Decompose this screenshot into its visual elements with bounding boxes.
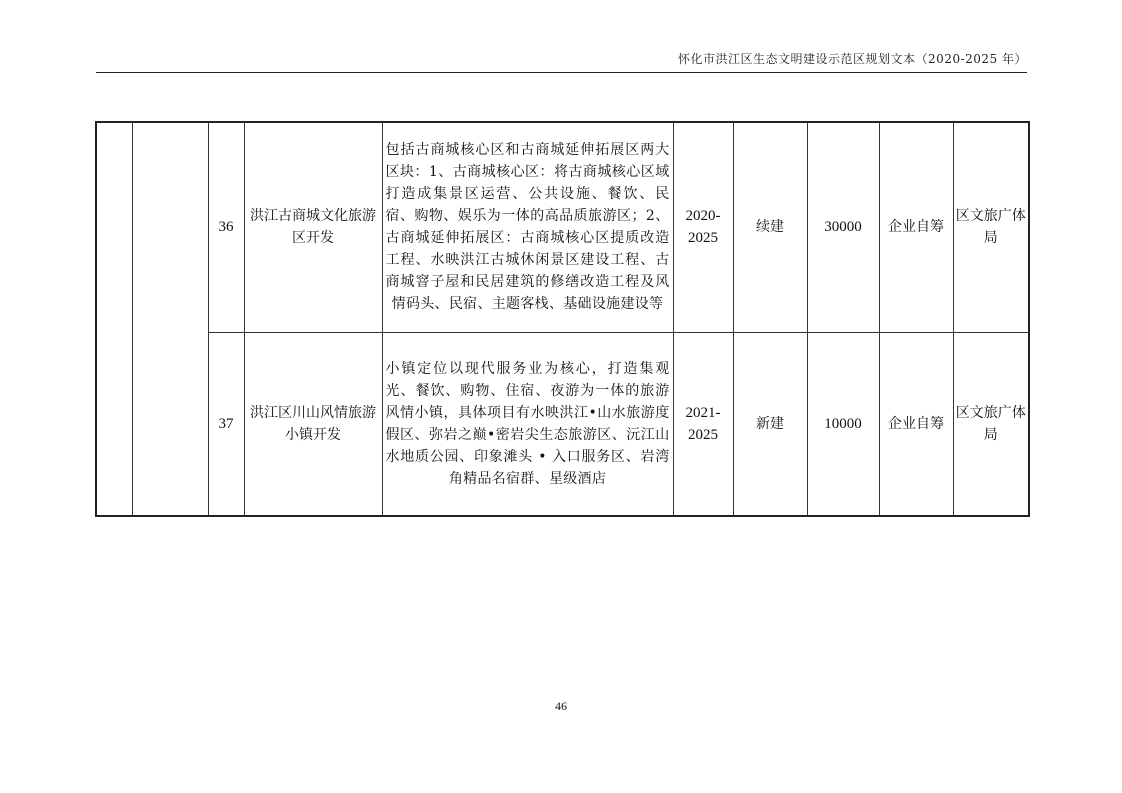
project-content: 小镇定位以现代服务业为核心，打造集观光、餐饮、购物、住宿、夜游为一体的旅游风情小镇，具体项目有水映洪江•山水旅游度假区、弥岩之巅•密岩尖生态旅游区、沅江山水地质公园、印象滩头 • 入口服务区、岩湾角精品名宿群、星级酒店	[382, 332, 673, 516]
project-type: 新建	[733, 332, 807, 516]
category-cell	[96, 122, 132, 516]
running-header: 怀化市洪江区生态文明建设示范区规划文本（2020-2025 年）	[678, 52, 1027, 66]
project-type: 续建	[733, 122, 807, 332]
project-period: 2020-2025	[673, 122, 733, 332]
row-index: 36	[208, 122, 244, 332]
project-funding: 企业自筹	[879, 332, 953, 516]
project-name: 洪江古商城文化旅游区开发	[244, 122, 382, 332]
project-period: 2021-2025	[673, 332, 733, 516]
project-department: 区文旅广体局	[953, 332, 1029, 516]
project-investment: 30000	[807, 122, 879, 332]
header-rule	[96, 72, 1027, 73]
table-row	[96, 332, 1029, 516]
project-table	[95, 121, 1030, 517]
subcategory-cell	[132, 122, 208, 516]
table-row	[96, 122, 1029, 332]
project-funding: 企业自筹	[879, 122, 953, 332]
project-investment: 10000	[807, 332, 879, 516]
page-number: 46	[555, 699, 567, 713]
project-content: 包括古商城核心区和古商城延伸拓展区两大区块：1、古商城核心区：将古商城核心区域打造成集景区运营、公共设施、餐饮、民宿、购物、娱乐为一体的高品质旅游区；2、古商城延伸拓展区：古商城核心区提质改造工程、水映洪江古城休闲景区建设工程、古商城窨子屋和民居建筑的修缮改造工程及风情码头、民宿、主题客栈、基础设施建设等	[382, 122, 673, 332]
project-name: 洪江区川山风情旅游小镇开发	[244, 332, 382, 516]
row-index: 37	[208, 332, 244, 516]
project-department: 区文旅广体局	[953, 122, 1029, 332]
